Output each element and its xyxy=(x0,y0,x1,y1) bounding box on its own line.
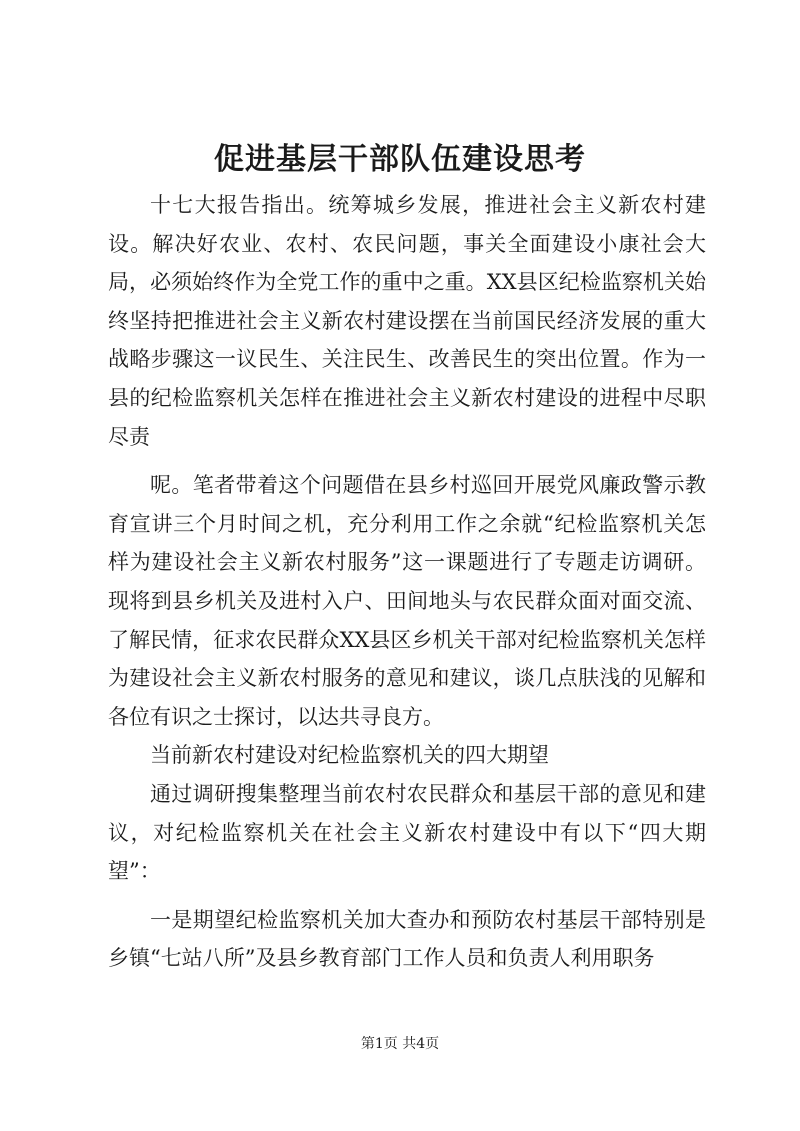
paragraph-2: 呢。笔者带着这个问题借在县乡村巡回开展党风廉政警示教育宣讲三个月时间之机，充分利用工作之余就“纪检监察机关怎样为建设社会主义新农村服务”这一课题进行了专题走访调研。现将到县乡机关及进村入户、田间地头与农民群众面对面交流、了解民情，征求农民群众XX县区乡机关干部对纪检监察机关怎样为建设社会主义新农村服务的意见和建议，谈几点肤浅的见解和各位有识之士探讨，以达共寻良方。 xyxy=(108,473,706,729)
section-heading: 当前新农村建设对纪检监察机关的四大期望 xyxy=(150,743,549,768)
document-title: 促进基层干部队伍建设思考 xyxy=(214,142,586,177)
paragraph-3: 通过调研搜集整理当前农村农民群众和基层干部的意见和建议，对纪检监察机关在社会主义新农村建设中有以下“四大期望”： xyxy=(108,781,706,884)
document-body xyxy=(108,186,706,978)
paragraph-4: 一是期望纪检监察机关加大查办和预防农村基层干部特别是乡镇“七站八所”及县乡教育部门工作人员和负责人利用职务 xyxy=(108,907,706,971)
page-number-footer: 第1页 共4页 xyxy=(360,1036,440,1052)
paragraph-1: 十七大报告指出。统筹城乡发展，推进社会主义新农村建设。解决好农业、农村、农民问题，事关全面建设小康社会大局，必须始终作为全党工作的重中之重。XX县区纪检监察机关始终坚持把推进社会主义新农村建设摆在当前国民经济发展的重大战略步骤这一议民生、关注民生、改善民生的突出位置。作为一县的纪检监察机关怎样在推进社会主义新农村建设的进程中尽职尽责 xyxy=(108,193,706,449)
